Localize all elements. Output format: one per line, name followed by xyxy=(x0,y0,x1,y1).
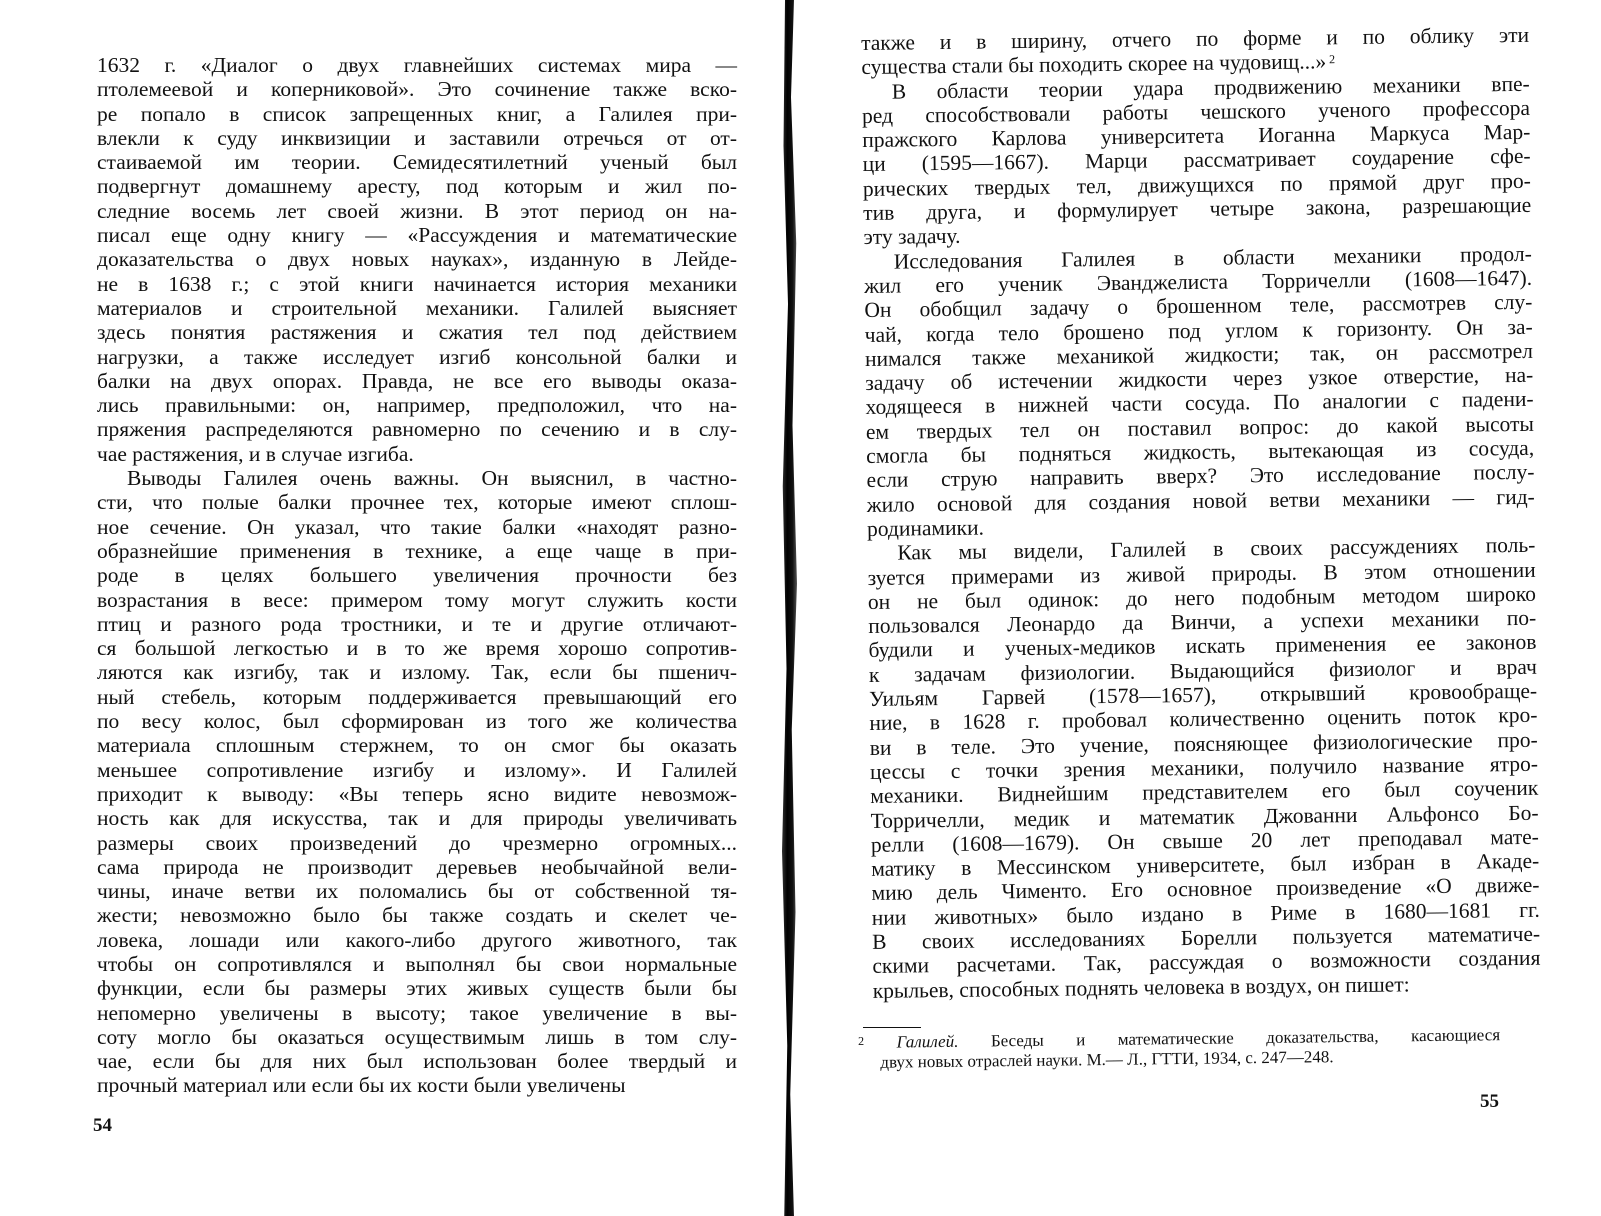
text-line: тив друга, и формулирует четыре закона, разрешающие xyxy=(863,192,1532,226)
text-line: материала сплошным стержнем, то он смог бы оказать xyxy=(97,733,737,758)
text-line: рических твердых тел, движущихся по прямой друг про- xyxy=(862,168,1532,201)
text-line: сама природа не производит деревьев необычайной вели- xyxy=(97,854,737,879)
text-line: роде в целях большего увеличения прочности без xyxy=(97,563,737,588)
footnote-line: двух новых отраслей науки. М.— Л., ГТТИ, 1934, с. 247—248. xyxy=(880,1047,1334,1072)
text-line: жил его ученик Эванджелиста Торричелли (1608—1647). xyxy=(863,265,1533,298)
text-line: не в 1638 г.; с этой книги начинается история механики xyxy=(97,271,737,296)
text-line: чай, когда тело брошено под углом к горизонту. Он за- xyxy=(864,314,1533,347)
text-line: к задачам физиологии. Выдающийся физиолог и врач xyxy=(868,654,1537,687)
text-line: ся большой легкостью и в то же время хорошо сопротив- xyxy=(97,636,737,661)
text-line: если струю направить вверх? Это исследование послу- xyxy=(866,460,1535,493)
left-page xyxy=(0,0,780,1216)
text-line: также и в ширину, отчего по форме и по облику эти xyxy=(861,22,1530,55)
text-line: подвергнут домашнему аресту, под которым и жил по- xyxy=(97,174,737,199)
text-line: балки на двух опорах. Правда, не все его выводы оказа- xyxy=(97,368,737,393)
text-line: механики. Виднейшим представителем его был соученик xyxy=(870,775,1539,809)
text-line: пражского Карлова университета Иоганна Маркуса Мар- xyxy=(862,120,1531,153)
text-line: чае растяжения, и в случае изгиба. xyxy=(97,441,414,466)
text-line: родинамики. xyxy=(866,515,985,541)
text-line: чины, иначе ветви их поломались бы от собственной тя- xyxy=(97,879,737,904)
text-line: цессы с точки зрения механики, получило название ятро- xyxy=(869,751,1539,784)
text-line: ловека, лошади или какого-либо другого животного, так xyxy=(97,927,737,952)
footnote-divider xyxy=(863,1027,921,1028)
text-line: ный стебель, которым поддерживается превышающий его xyxy=(97,684,737,709)
text-line: непомерно увеличены в высоту; такое увеличение в вы- xyxy=(97,1000,737,1025)
text-line: пользовался Леонардо да Винчи, а успехи механики по- xyxy=(868,605,1537,639)
text-line: ре попало в список запрещенных книг, а Галилея при- xyxy=(97,101,737,126)
text-line: ред способствовали работы чешского ученого профессора xyxy=(861,95,1531,128)
text-line: прочный материал или если бы их кости были увеличены xyxy=(97,1073,626,1098)
page-number-right: 55 xyxy=(1480,1091,1499,1112)
text-line: нии животных» было издано в Риме в 1680—1681 гг. xyxy=(871,897,1540,930)
text-line: ние, в 1628 г. пробовал количественно оценить поток кро- xyxy=(869,703,1538,736)
text-line: зуется примерами из живой природы. В этом отношении xyxy=(867,557,1536,590)
text-line: существа стали бы походить скорее на чудовищ...» $^2$ xyxy=(861,49,1336,80)
text-line: возрастания в весе: примером тому могут служить кости xyxy=(97,587,737,612)
text-line: влекли к суду инквизиции и заставили отречься от от- xyxy=(97,125,737,150)
text-line: птолемеевой и коперниковой». Это сочинение также вско- xyxy=(97,77,737,102)
page-number-left: 54 xyxy=(93,1115,112,1136)
text-line: 1632 г. «Диалог о двух главнейших системах мира — xyxy=(97,53,737,77)
text-line: Исследования Галилея в области механики продол- xyxy=(893,241,1532,274)
text-line: задачу об истечении жидкости через узкое отверстие, на- xyxy=(865,362,1534,396)
text-line: ци (1595—1667). Марци рассматривает соударение сфе- xyxy=(862,144,1531,177)
text-line: писал еще одну книгу — «Рассуждения и математические xyxy=(97,223,737,248)
text-line: следние восемь лет своей жизни. В этот период он на- xyxy=(97,198,737,223)
text-line: по весу колос, был сформирован из того же количества xyxy=(97,709,737,734)
text-line: пряжения распределяются равномерно по сечению и в слу- xyxy=(97,417,737,442)
text-line: нимался также механикой жидкости; так, он рассмотрел xyxy=(864,338,1534,371)
right-page-text xyxy=(861,23,1541,1003)
text-line: сти, что полые балки прочнее тех, которые имеют сплош- xyxy=(97,490,737,515)
text-line: соту могло бы оказаться осуществимым лишь в том слу- xyxy=(97,1024,737,1049)
text-line: Торричелли, медик и математик Джованни Альфонсо Бо- xyxy=(870,800,1539,833)
text-line: ность как для искусства, так и для природы увеличивать xyxy=(97,806,737,831)
footnote-marker: 2 xyxy=(858,1033,865,1048)
text-line: ное сечение. Он указал, что такие балки «находят разно- xyxy=(97,514,737,539)
text-line: функции, если бы размеры этих живых существ были бы xyxy=(97,976,737,1001)
text-line: мию дель Чименто. Его основное произведение «О движе- xyxy=(871,873,1540,906)
text-line: релли (1608—1679). Он свыше 20 лет преподавал мате- xyxy=(870,824,1540,857)
text-line: эту задачу. xyxy=(863,224,961,250)
text-line: Как мы видели, Галилей в своих рассуждениях поль- xyxy=(897,533,1536,565)
text-line: Он обобщил задачу о брошенном теле, рассмотрев слу- xyxy=(864,290,1533,323)
text-line: образнейшие применения в технике, а еще чаще в при- xyxy=(97,538,737,563)
text-line: В своих исследованиях Борелли пользуется математиче- xyxy=(871,921,1541,954)
text-line: ходящееся в нижней части сосуда. По аналогии с падени- xyxy=(865,387,1534,420)
footnote-author: Галилей. xyxy=(896,1031,959,1052)
text-line: крыльев, способных поднять человека в воздух, он пишет: xyxy=(872,971,1410,1003)
text-line: материалов и строительной механики. Галилей выясняет xyxy=(97,295,737,320)
footnote-text: Беседы и математические доказательства, касающиеся xyxy=(990,1025,1501,1051)
text-line: птиц и разного рода тростники, и те и другие отличают- xyxy=(97,611,737,636)
text-line: будили и ученых-медиков искать применения ее законов xyxy=(868,630,1537,663)
text-line: В области теории удара продвижению механики впе- xyxy=(891,71,1530,104)
text-line: жести; невозможно было бы также создать и скелет че- xyxy=(97,903,737,928)
text-line: ляются как изгибу, так и излому. Так, если бы пшенич- xyxy=(97,660,737,685)
text-line: скими расчетами. Так, рассуждая о возможности создания xyxy=(872,946,1541,979)
text-line: матику в Мессинском университете, был избран в Акаде- xyxy=(871,848,1540,882)
gutter-shadow xyxy=(782,0,797,1216)
text-line: жило основой для создания новой ветви механики — гид- xyxy=(866,484,1535,517)
text-line: ем твердых тел он поставил вопрос: до какой высоты xyxy=(865,411,1534,444)
text-line: смогла бы подняться жидкость, вытекающая из сосуда, xyxy=(866,435,1535,469)
text-line: доказательства о двух новых науках», изданную в Лейде- xyxy=(97,247,737,272)
text-line: приходит к выводу: «Вы теперь ясно видите невозмож- xyxy=(97,781,737,806)
left-page-text xyxy=(97,53,737,1098)
text-line: он не был одинок: до него подобным методом широко xyxy=(867,581,1537,614)
text-line: лись правильными: он, например, предположил, что на- xyxy=(97,393,737,418)
right-page xyxy=(800,0,1601,1216)
text-line: Уильям Гарвей (1578—1657), открывший кровообраще- xyxy=(869,678,1538,711)
text-line: меньшее сопротивление изгибу и излому». И Галилей xyxy=(97,757,737,782)
footnote xyxy=(858,1025,1500,1073)
text-line: здесь понятия растяжения и сжатия тел под действием xyxy=(97,320,737,345)
text-line: нагрузки, а также исследует изгиб консольной балки и xyxy=(97,344,737,369)
text-line: чае, если бы для них был использован более твердый и xyxy=(97,1049,737,1074)
footnote-reference: 2 xyxy=(1326,52,1336,67)
text-line: ви в теле. Это учение, поясняющее физиологические про- xyxy=(869,727,1538,760)
text-line: чтобы он сопротивлялся и выполнял бы свои нормальные xyxy=(97,951,737,976)
text-line: размеры своих произведений до чрезмерно огромных... xyxy=(97,830,737,855)
text-line: стаиваемой им теории. Семидесятилетний ученый был xyxy=(97,150,737,175)
text-line: Выводы Галилея очень важны. Он выяснил, в частно- xyxy=(127,466,737,491)
